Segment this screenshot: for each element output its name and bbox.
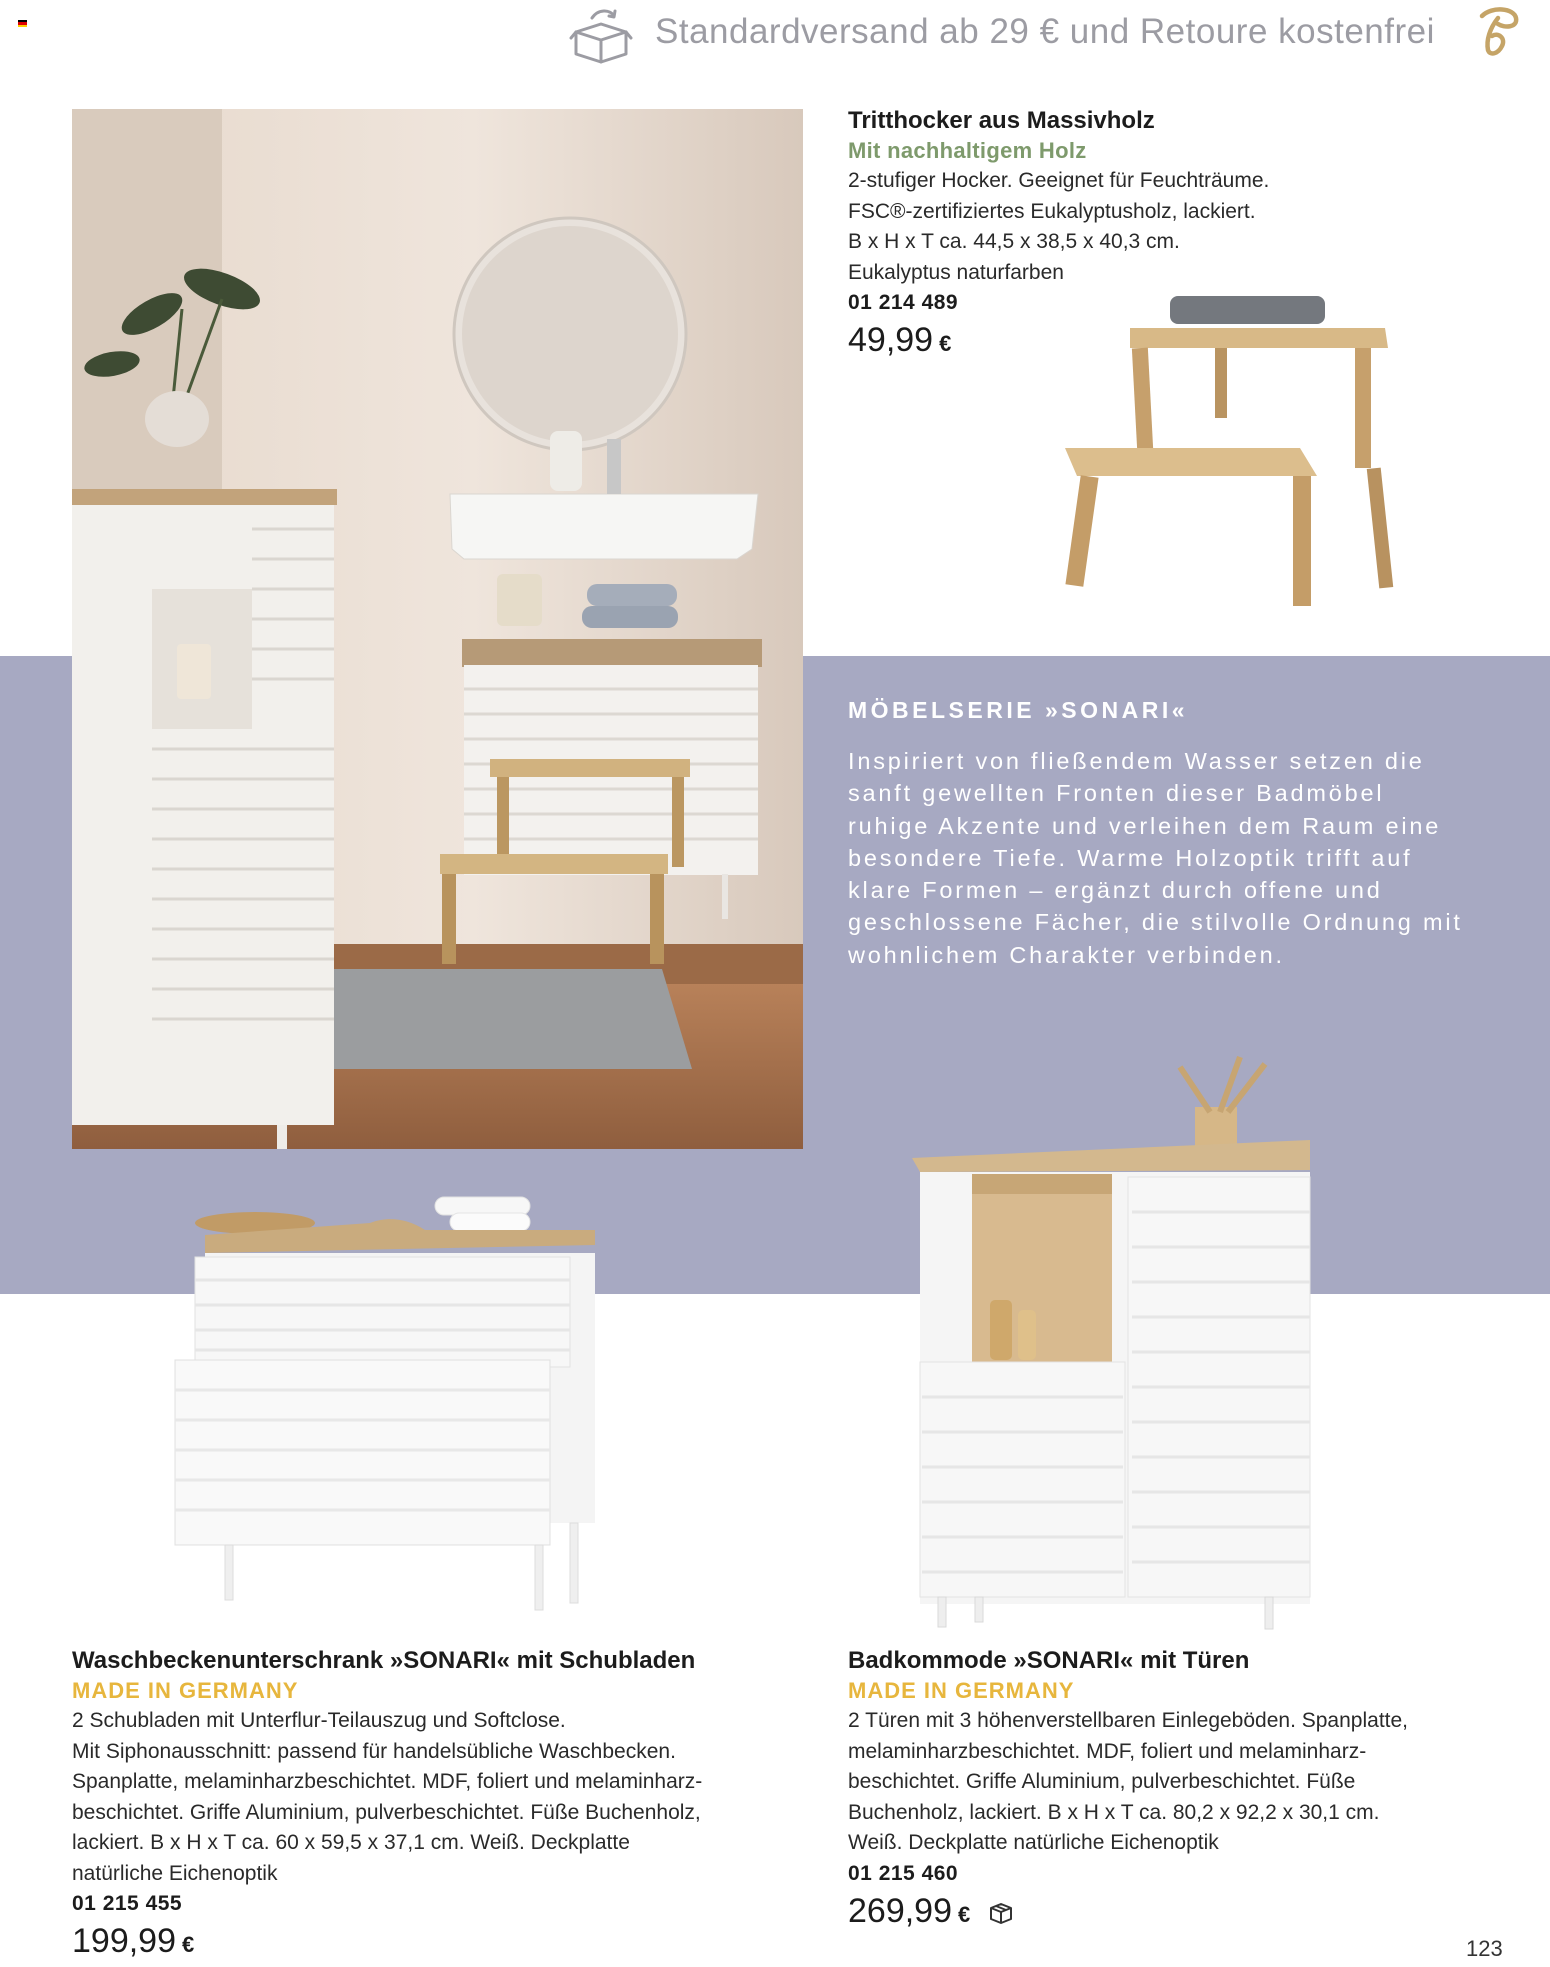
sink-cabinet-price xyxy=(72,1919,792,1967)
chest-price-value: 269,99 xyxy=(848,1891,952,1930)
stool-product-block xyxy=(848,106,1408,366)
stool-description: 2-stufiger Hocker. Geeignet für Feuchträume. FSC®-zertifiziertes Eukalyptusholz, lackiert. B x H x T ca. 44,5 x 38,5 x 40,3 cm. Eukalyptus naturfarben xyxy=(848,169,1270,284)
chest-product-block xyxy=(848,1646,1488,1937)
page-number: 123 xyxy=(1466,1936,1503,1961)
language-flag xyxy=(18,20,27,27)
stool-currency: € xyxy=(939,331,952,356)
stool-article-number: 01 214 489 xyxy=(848,291,959,314)
chest-title: Badkommode »SONARI« mit Türen xyxy=(848,1647,1250,1674)
stool-price-value: 49,99 xyxy=(848,321,934,359)
sink-cabinet-description: 2 Schubladen mit Unterflur-Teilauszug und Softclose. Mit Siphonausschnitt: passend für handelsübliche Waschbecken. Spanplatte, melaminharzbeschichtet. MDF, foliert und melaminharz- beschichtet. Griffe Aluminium, pulverbeschichtet. Füße Buchenholz, lackiert. B x H x T ca. 60 x 59,5 x 37,1 cm. Weiß. Deckplatte natürliche Eichenoptik xyxy=(72,1709,703,1885)
bathroom-lifestyle-photo xyxy=(72,109,803,1149)
stool-price xyxy=(848,318,1408,366)
stool-subtitle: Mit nachhaltigem Holz xyxy=(848,138,1087,163)
sink-cabinet-title: Waschbeckenunterschrank »SONARI« mit Schubladen xyxy=(72,1647,696,1674)
series-heading: MÖBELSERIE »SONARI« xyxy=(848,697,1188,723)
stool-title: Tritthocker aus Massivholz xyxy=(848,107,1155,134)
shipping-banner-text: Standardversand ab 29 € und Retoure kostenfrei xyxy=(655,12,1435,51)
chest-subtitle: MADE IN GERMANY xyxy=(848,1678,1075,1703)
box-return-icon xyxy=(568,6,634,66)
sink-cabinet-product-block xyxy=(72,1646,792,1967)
chest-description: 2 Türen mit 3 höhenverstellbaren Einlegeböden. Spanplatte, melaminharzbeschichtet. MDF, foliert und melaminharz- beschichtet. Griffe Aluminium, pulverbeschichtet. Füße Buchenholz, lackiert. B x H x T ca. 80,2 x 92,2 x 30,1 cm. Weiß. Deckplatte natürliche Eichenoptik xyxy=(848,1709,1408,1854)
sink-cabinet-currency: € xyxy=(182,1932,195,1957)
tchibo-logo-icon[interactable] xyxy=(1468,2,1524,58)
sink-cabinet-price-value: 199,99 xyxy=(72,1922,176,1960)
bulky-delivery-icon xyxy=(988,1902,1014,1924)
sink-cabinet-article-number: 01 215 455 xyxy=(72,1892,183,1915)
sink-cabinet-product-image xyxy=(165,1195,605,1615)
series-description: Inspiriert von fließendem Wasser setzen die sanft gewellten Fronten dieser Badmöbel ruhige Akzente und verleihen dem Raum eine besondere Tiefe. Warme Holzoptik trifft auf klare Formen – ergänzt durch offene und geschlossene Fächer, die stilvolle Ordnung mit wohnlichem Charakter verbinden. xyxy=(848,748,1463,968)
chest-price xyxy=(848,1889,1488,1937)
chest-currency: € xyxy=(958,1901,971,1927)
sink-cabinet-subtitle: MADE IN GERMANY xyxy=(72,1678,299,1703)
bathroom-chest-product-image xyxy=(910,1052,1318,1632)
chest-article-number: 01 215 460 xyxy=(848,1861,959,1885)
series-info-block xyxy=(848,695,1468,971)
